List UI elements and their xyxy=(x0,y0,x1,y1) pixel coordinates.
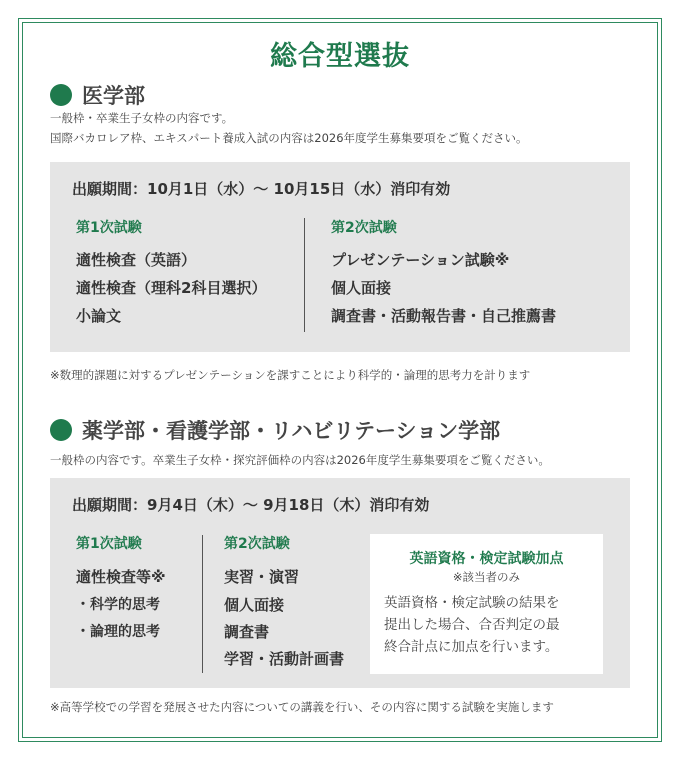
english-bonus-subtitle: ※該当者のみ xyxy=(452,570,521,584)
medicine-second-exam-item: プレゼンテーション試験※ xyxy=(331,251,510,269)
section-pharmacy-title: 薬学部・看護学部・リハビリテーション学部 xyxy=(82,419,501,443)
pharmacy-second-exam-label: 第2次試験 xyxy=(224,536,290,552)
section-pharmacy-panel xyxy=(50,478,630,688)
pharmacy-period: 出願期間：9月4日（木）〜 9月18日（木）消印有効 xyxy=(72,496,430,514)
bullet-dot-icon xyxy=(50,84,72,106)
pharmacy-second-exam-item: 個人面接 xyxy=(224,596,285,614)
column-divider xyxy=(202,535,203,673)
medicine-period: 出願期間：10月1日（水）〜 10月15日（水）消印有効 xyxy=(72,180,451,198)
section-pharmacy-footnote: ※高等学校での学習を発展させた内容についての講義を行い、その内容に関する試験を実施します xyxy=(50,700,554,714)
medicine-second-exam-item: 個人面接 xyxy=(331,279,392,297)
pharmacy-second-exam-item: 学習・活動計画書 xyxy=(224,650,345,668)
pharmacy-first-exam-subitem: ・科学的思考 xyxy=(76,597,160,613)
english-bonus-line: 英語資格・検定試験の結果を xyxy=(384,595,560,611)
section-medicine-title: 医学部 xyxy=(82,84,145,108)
section-medicine-header xyxy=(50,80,145,110)
pharmacy-second-exam-item: 調査書 xyxy=(224,623,270,641)
english-bonus-box xyxy=(370,534,603,674)
section-medicine-note-1: 一般枠・卒業生子女枠の内容です。 xyxy=(50,111,234,125)
section-medicine-panel xyxy=(50,162,630,352)
medicine-first-exam-label: 第1次試験 xyxy=(76,220,142,236)
pharmacy-first-exam-subitem: ・論理的思考 xyxy=(76,624,160,640)
medicine-second-exam-label: 第2次試験 xyxy=(331,220,397,236)
english-bonus-line: 終合計点に加点を行います。 xyxy=(384,639,559,655)
column-divider xyxy=(304,218,305,332)
medicine-second-exam-item: 調査書・活動報告書・自己推薦書 xyxy=(331,307,557,325)
medicine-first-exam-item: 適性検査（英語） xyxy=(76,251,197,269)
section-pharmacy-header xyxy=(50,415,500,445)
section-pharmacy-note: 一般枠の内容です。卒業生子女枠・探究評価枠の内容は2026年度学生募集要項をご覧ください。 xyxy=(50,453,550,467)
bullet-dot-icon xyxy=(50,419,72,441)
page-title: 総合型選抜 xyxy=(270,41,410,72)
english-bonus-line: 提出した場合、合否判定の最 xyxy=(384,617,560,633)
pharmacy-first-exam-label: 第1次試験 xyxy=(76,536,142,552)
section-medicine-footnote: ※数理的課題に対するプレゼンテーションを課すことにより科学的・論理的思考力を計ります xyxy=(50,368,531,382)
pharmacy-first-exam-main: 適性検査等※ xyxy=(76,568,166,586)
medicine-first-exam-item: 小論文 xyxy=(76,307,122,325)
pharmacy-second-exam-item: 実習・演習 xyxy=(224,568,300,586)
section-medicine-note-2: 国際バカロレア枠、エキスパート養成入試の内容は2026年度学生募集要項をご覧ください。 xyxy=(50,131,528,145)
english-bonus-title: 英語資格・検定試験加点 xyxy=(409,551,564,567)
medicine-first-exam-item: 適性検査（理科2科目選択） xyxy=(76,279,267,297)
